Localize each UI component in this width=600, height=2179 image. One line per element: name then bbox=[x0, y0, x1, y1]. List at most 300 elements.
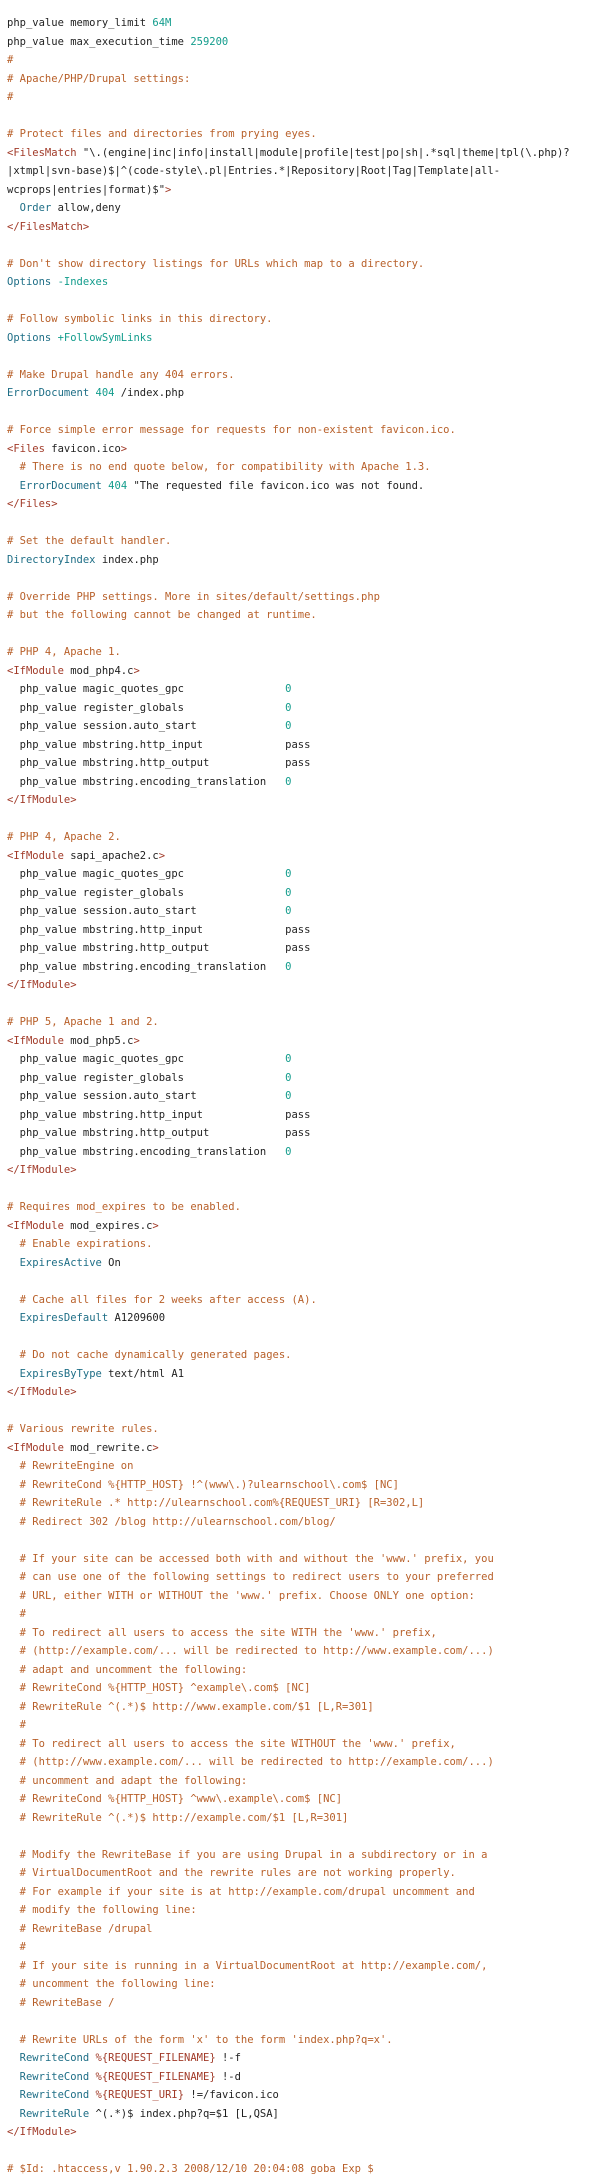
code-comment: # Protect files and directories from prying eyes. bbox=[7, 128, 317, 140]
code-keyword: ErrorDocument bbox=[7, 387, 90, 399]
code-line bbox=[7, 754, 596, 773]
code-line bbox=[7, 1587, 596, 1606]
code-line bbox=[7, 1328, 596, 1347]
code-line bbox=[7, 2012, 596, 2031]
code-comment: # RewriteRule ^(.*)$ http://example.com/$1 [L,R=301] bbox=[19, 1811, 349, 1824]
code-text bbox=[7, 1682, 20, 1694]
code-line bbox=[7, 1716, 596, 1735]
code-keyword: RewriteCond bbox=[19, 2089, 90, 2101]
code-line bbox=[7, 1975, 596, 1994]
code-line bbox=[7, 1642, 596, 1661]
code-text bbox=[7, 1793, 20, 1805]
code-line bbox=[7, 2160, 596, 2179]
code-value: 0 bbox=[285, 1090, 292, 1102]
code-line bbox=[7, 847, 596, 866]
code-comment: # RewriteCond %{HTTP_HOST} !^(www\.)?ulearnschool\.com$ [NC] bbox=[19, 1478, 399, 1491]
code-text bbox=[7, 1368, 20, 1380]
code-tag: > bbox=[165, 183, 172, 196]
code-text: ^(.*)$ index.php?q=$1 [L,QSA] bbox=[89, 2107, 279, 2120]
code-tag: <IfModule bbox=[7, 1219, 64, 1232]
code-line bbox=[7, 329, 596, 348]
code-line bbox=[7, 1365, 596, 1384]
code-keyword: RewriteCond bbox=[19, 2070, 90, 2083]
code-comment: # RewriteBase /drupal bbox=[19, 1922, 153, 1935]
code-line bbox=[7, 902, 596, 921]
code-text bbox=[7, 1867, 20, 1879]
code-text bbox=[7, 1312, 20, 1324]
code-comment: # adapt and uncomment the following: bbox=[19, 1663, 248, 1676]
code-text bbox=[7, 1960, 20, 1972]
code-comment: # $Id: .htaccess,v 1.90.2.3 2008/12/10 20:04:08 goba Exp $ bbox=[7, 2163, 374, 2175]
code-text: php_value mbstring.http_output pass bbox=[7, 1127, 311, 1139]
code-keyword: Options bbox=[7, 331, 52, 344]
code-line bbox=[7, 1938, 596, 1957]
code-text bbox=[7, 1238, 20, 1250]
code-line bbox=[7, 1420, 596, 1439]
code-text bbox=[7, 1756, 20, 1768]
code-comment: # RewriteEngine on bbox=[19, 1460, 134, 1472]
code-line bbox=[7, 218, 596, 237]
code-comment: # Requires mod_expires to be enabled. bbox=[7, 1201, 241, 1213]
code-line bbox=[7, 1309, 596, 1328]
code-text: php_value mbstring.http_input pass bbox=[7, 923, 311, 936]
code-line bbox=[7, 2142, 596, 2161]
code-line bbox=[7, 88, 596, 107]
code-value: +FollowSymLinks bbox=[57, 331, 153, 344]
code-line bbox=[7, 440, 596, 459]
code-value: 259200 bbox=[190, 35, 229, 48]
code-text: |xtmpl|svn-base)$|^(code-style\.pl|Entries.*|Repository|Root|Tag|Template|all- bbox=[7, 165, 501, 177]
code-line bbox=[7, 162, 596, 181]
code-text: !-d bbox=[215, 2070, 241, 2083]
code-text: php_value mbstring.http_input pass bbox=[7, 1108, 311, 1121]
code-comment: # Cache all files for 2 weeks after access (A). bbox=[19, 1293, 317, 1306]
code-line bbox=[7, 1735, 596, 1754]
code-comment: # (http://www.example.com/... will be redirected to http://example.com/...) bbox=[19, 1756, 494, 1768]
code-line bbox=[7, 569, 596, 588]
code-comment: # RewriteBase / bbox=[19, 1996, 115, 2009]
code-line bbox=[7, 1402, 596, 1421]
code-comment: # but the following cannot be changed at runtime. bbox=[7, 609, 317, 621]
code-comment: # RewriteCond %{HTTP_HOST} ^www\.example\.com$ [NC] bbox=[19, 1793, 343, 1805]
code-comment: # If your site is running in a VirtualDocumentRoot at http://example.com/, bbox=[19, 1959, 488, 1972]
code-comment: # modify the following line: bbox=[19, 1904, 197, 1916]
code-comment: # VirtualDocumentRoot and the rewrite rules are not working properly. bbox=[19, 1867, 456, 1879]
code-text: php_value magic_quotes_gpc bbox=[7, 868, 286, 880]
code-text: php_value mbstring.encoding_translation bbox=[7, 775, 286, 788]
code-text bbox=[7, 1608, 20, 1620]
code-tag: <IfModule bbox=[7, 664, 64, 677]
code-line bbox=[7, 1957, 596, 1976]
code-line bbox=[7, 884, 596, 903]
code-tag: <IfModule bbox=[7, 1441, 64, 1454]
code-tag: > bbox=[152, 1219, 159, 1232]
code-comment: # Force simple error message for requests for non-existent favicon.ico. bbox=[7, 424, 456, 436]
code-text: php_value mbstring.http_output pass bbox=[7, 757, 311, 769]
code-line bbox=[7, 1661, 596, 1680]
code-line bbox=[7, 1698, 596, 1717]
code-line bbox=[7, 699, 596, 718]
code-line bbox=[7, 255, 596, 274]
code-text bbox=[7, 1775, 20, 1787]
code-text bbox=[7, 1849, 20, 1861]
code-line bbox=[7, 421, 596, 440]
code-text: On bbox=[101, 1256, 121, 1269]
code-text bbox=[7, 1349, 20, 1361]
code-line bbox=[7, 1920, 596, 1939]
code-tag: </FilesMatch> bbox=[7, 220, 90, 233]
code-text bbox=[7, 1886, 20, 1898]
code-text: php_value max_execution_time bbox=[7, 35, 191, 48]
code-line bbox=[7, 495, 596, 514]
code-line bbox=[7, 662, 596, 681]
code-text bbox=[7, 1257, 20, 1269]
code-comment: # There is no end quote below, for compatibility with Apache 1.3. bbox=[19, 461, 431, 473]
code-comment: # bbox=[19, 1608, 26, 1620]
code-value: 0 bbox=[285, 886, 292, 899]
code-text bbox=[7, 1738, 20, 1750]
code-text bbox=[7, 1553, 20, 1565]
code-text: php_value session.auto_start bbox=[7, 1090, 286, 1102]
code-line bbox=[7, 1161, 596, 1180]
code-text bbox=[7, 1978, 20, 1990]
code-text: php_value mbstring.http_input pass bbox=[7, 738, 311, 751]
code-text: mod_rewrite.c bbox=[63, 1441, 153, 1454]
code-text: !-f bbox=[215, 2052, 241, 2064]
htaccess-code-listing bbox=[7, 14, 596, 2179]
code-tag: > bbox=[152, 1441, 159, 1454]
code-line bbox=[7, 2105, 596, 2124]
code-keyword: Order bbox=[19, 202, 52, 214]
code-line bbox=[7, 2049, 596, 2068]
code-comment: # If your site can be accessed both with and without the 'www.' prefix, you bbox=[19, 1552, 494, 1565]
code-keyword: ExpiresActive bbox=[19, 1256, 102, 1269]
code-line bbox=[7, 1901, 596, 1920]
code-comment: # Apache/PHP/Drupal settings: bbox=[7, 72, 191, 85]
code-text bbox=[7, 1997, 20, 2009]
code-comment: # uncomment and adapt the following: bbox=[19, 1774, 248, 1787]
code-text: mod_php5.c bbox=[63, 1034, 134, 1047]
code-tag: </IfModule> bbox=[7, 979, 77, 991]
code-line bbox=[7, 1180, 596, 1199]
code-text: favicon.ico bbox=[44, 442, 121, 455]
code-text: php_value register_globals bbox=[7, 886, 286, 899]
code-keyword: Options bbox=[7, 276, 52, 288]
code-tag: </Files> bbox=[7, 498, 58, 510]
code-text: php_value mbstring.encoding_translation bbox=[7, 1145, 286, 1158]
code-line bbox=[7, 1772, 596, 1791]
code-line bbox=[7, 1883, 596, 1902]
code-text bbox=[7, 480, 20, 492]
code-line bbox=[7, 1291, 596, 1310]
code-text bbox=[7, 2052, 20, 2064]
code-text: mod_php4.c bbox=[63, 664, 134, 677]
code-comment: # PHP 5, Apache 1 and 2. bbox=[7, 1016, 159, 1028]
code-line bbox=[7, 551, 596, 570]
code-tag: </IfModule> bbox=[7, 794, 77, 806]
code-value: 0 bbox=[285, 1071, 292, 1084]
code-value: 0 bbox=[285, 960, 292, 973]
code-line bbox=[7, 273, 596, 292]
code-comment: # Rewrite URLs of the form 'x' to the form 'index.php?q=x'. bbox=[19, 2033, 393, 2046]
code-line bbox=[7, 1809, 596, 1828]
code-comment: # Do not cache dynamically generated pages. bbox=[19, 1349, 292, 1361]
code-line bbox=[7, 144, 596, 163]
code-text bbox=[7, 2089, 20, 2101]
code-line bbox=[7, 1106, 596, 1125]
code-value: 0 bbox=[285, 720, 292, 732]
code-line bbox=[7, 1235, 596, 1254]
code-line bbox=[7, 1457, 596, 1476]
code-line bbox=[7, 958, 596, 977]
code-value: 0 bbox=[285, 905, 292, 917]
code-line bbox=[7, 1272, 596, 1291]
code-tag: %{REQUEST_URI} bbox=[95, 2089, 185, 2101]
code-value: 404 bbox=[95, 387, 115, 399]
code-text: !=/favicon.ico bbox=[184, 2089, 279, 2101]
code-text bbox=[7, 1904, 20, 1916]
code-comment: # RewriteRule ^(.*)$ http://www.example.com/$1 [L,R=301] bbox=[19, 1700, 374, 1713]
code-line bbox=[7, 2086, 596, 2105]
code-line bbox=[7, 199, 596, 218]
code-comment: # Set the default handler. bbox=[7, 535, 172, 547]
code-text bbox=[7, 1664, 20, 1676]
code-line bbox=[7, 1254, 596, 1273]
code-line bbox=[7, 1624, 596, 1643]
code-line bbox=[7, 1013, 596, 1032]
code-text: php_value mbstring.encoding_translation bbox=[7, 960, 286, 973]
code-text: php_value register_globals bbox=[7, 701, 286, 714]
code-tag: > bbox=[158, 849, 166, 862]
code-line bbox=[7, 1476, 596, 1495]
code-line bbox=[7, 33, 596, 52]
code-comment: # bbox=[19, 1941, 26, 1953]
code-comment: # bbox=[7, 54, 14, 66]
code-text: php_value register_globals bbox=[7, 1071, 286, 1084]
code-line bbox=[7, 181, 596, 200]
code-comment: # To redirect all users to access the site WITH the 'www.' prefix, bbox=[19, 1626, 437, 1639]
code-value: 0 bbox=[285, 683, 292, 695]
code-line bbox=[7, 810, 596, 829]
code-text bbox=[7, 1460, 20, 1472]
code-tag: <IfModule bbox=[7, 849, 64, 862]
code-text bbox=[7, 1294, 20, 1306]
code-line bbox=[7, 773, 596, 792]
code-text: php_value memory_limit bbox=[7, 17, 153, 29]
code-line bbox=[7, 236, 596, 255]
code-comment: # PHP 4, Apache 1. bbox=[7, 646, 121, 658]
code-line bbox=[7, 403, 596, 422]
code-text: A1209600 bbox=[108, 1312, 166, 1324]
code-comment: # RewriteRule .* http://ulearnschool.com%{REQUEST_URI} [R=302,L] bbox=[19, 1497, 425, 1509]
code-comment: # Follow symbolic links in this directory. bbox=[7, 313, 273, 325]
code-line bbox=[7, 292, 596, 311]
code-text bbox=[7, 461, 20, 473]
code-text bbox=[7, 2034, 20, 2046]
code-tag: > bbox=[133, 664, 140, 677]
code-comment: # Don't show directory listings for URLs which map to a directory. bbox=[7, 257, 425, 270]
code-line bbox=[7, 125, 596, 144]
code-line bbox=[7, 2123, 596, 2142]
code-value: 0 bbox=[285, 775, 292, 788]
code-tag: %{REQUEST_FILENAME} bbox=[95, 2070, 216, 2083]
code-value: 0 bbox=[285, 1053, 292, 1065]
code-line bbox=[7, 310, 596, 329]
code-line bbox=[7, 70, 596, 89]
code-tag: <IfModule bbox=[7, 1034, 64, 1047]
code-line bbox=[7, 1531, 596, 1550]
code-text bbox=[7, 2071, 20, 2083]
code-text bbox=[7, 1479, 20, 1491]
code-line bbox=[7, 1124, 596, 1143]
code-line bbox=[7, 1346, 596, 1365]
code-text: php_value magic_quotes_gpc bbox=[7, 1053, 286, 1065]
code-line bbox=[7, 1568, 596, 1587]
code-line bbox=[7, 1439, 596, 1458]
code-line bbox=[7, 939, 596, 958]
code-comment: # bbox=[19, 1719, 26, 1731]
code-text: php_value session.auto_start bbox=[7, 905, 286, 917]
code-line bbox=[7, 1550, 596, 1569]
code-line bbox=[7, 51, 596, 70]
code-keyword: ExpiresDefault bbox=[19, 1312, 109, 1324]
code-line bbox=[7, 1087, 596, 1106]
code-value: 64M bbox=[152, 17, 172, 29]
code-comment: # (http://example.com/... will be redirected to http://www.example.com/...) bbox=[19, 1645, 494, 1657]
code-tag: </IfModule> bbox=[7, 1386, 77, 1398]
code-text: text/html A1 bbox=[101, 1367, 185, 1380]
code-line bbox=[7, 588, 596, 607]
code-line bbox=[7, 606, 596, 625]
code-text bbox=[7, 1590, 20, 1602]
code-line bbox=[7, 1679, 596, 1698]
code-keyword: RewriteRule bbox=[19, 2107, 90, 2120]
code-line bbox=[7, 477, 596, 496]
code-value: 0 bbox=[285, 868, 292, 880]
code-text: php_value magic_quotes_gpc bbox=[7, 683, 286, 695]
code-text: wcprops|entries|format)$" bbox=[7, 183, 166, 196]
code-comment: # can use one of the following settings to redirect users to your preferred bbox=[19, 1571, 494, 1583]
code-line bbox=[7, 1494, 596, 1513]
code-line bbox=[7, 828, 596, 847]
code-tag: > bbox=[133, 1034, 140, 1047]
code-line bbox=[7, 1790, 596, 1809]
code-line bbox=[7, 1143, 596, 1162]
code-line bbox=[7, 2031, 596, 2050]
code-line bbox=[7, 1069, 596, 1088]
code-tag: </IfModule> bbox=[7, 1164, 77, 1176]
code-line bbox=[7, 625, 596, 644]
code-text bbox=[7, 1627, 20, 1639]
code-line bbox=[7, 643, 596, 662]
code-line bbox=[7, 1032, 596, 1051]
code-keyword: ErrorDocument bbox=[19, 479, 102, 492]
code-line bbox=[7, 1513, 596, 1532]
code-text: mod_expires.c bbox=[63, 1219, 153, 1232]
code-comment: # URL, either WITH or WITHOUT the 'www.' prefix. Choose ONLY one option: bbox=[19, 1589, 475, 1602]
code-comment: # Override PHP settings. More in sites/default/settings.php bbox=[7, 590, 380, 603]
code-line bbox=[7, 680, 596, 699]
code-text bbox=[7, 1923, 20, 1935]
code-line bbox=[7, 366, 596, 385]
code-line bbox=[7, 347, 596, 366]
code-value: 0 bbox=[285, 1145, 292, 1158]
code-text: /index.php bbox=[114, 387, 185, 399]
code-line bbox=[7, 1827, 596, 1846]
code-line bbox=[7, 514, 596, 533]
code-value: 0 bbox=[285, 701, 292, 714]
code-tag: %{REQUEST_FILENAME} bbox=[95, 2052, 216, 2064]
code-tag: <FilesMatch bbox=[7, 146, 77, 159]
code-text bbox=[7, 1571, 20, 1583]
code-text: "\.(engine|inc|info|install|module|profile|test|po|sh|.*sql|theme|tpl(\.php)? bbox=[76, 146, 570, 159]
code-text bbox=[7, 1941, 20, 1953]
code-text bbox=[7, 1812, 20, 1824]
code-keyword: RewriteCond bbox=[19, 2052, 90, 2064]
code-line bbox=[7, 1753, 596, 1772]
code-line bbox=[7, 458, 596, 477]
code-text: allow,deny bbox=[51, 202, 121, 214]
code-line bbox=[7, 1605, 596, 1624]
code-line bbox=[7, 1217, 596, 1236]
code-text bbox=[7, 2108, 20, 2120]
code-line bbox=[7, 791, 596, 810]
code-line bbox=[7, 107, 596, 126]
code-comment: # Enable expirations. bbox=[19, 1238, 153, 1250]
code-text: index.php bbox=[95, 553, 159, 566]
code-line bbox=[7, 1846, 596, 1865]
code-tag: > bbox=[120, 442, 128, 455]
code-comment: # To redirect all users to access the site WITHOUT the 'www.' prefix, bbox=[19, 1737, 456, 1750]
code-line bbox=[7, 1050, 596, 1069]
code-line bbox=[7, 384, 596, 403]
code-line bbox=[7, 921, 596, 940]
code-line bbox=[7, 1198, 596, 1217]
code-line bbox=[7, 717, 596, 736]
code-text: php_value session.auto_start bbox=[7, 720, 286, 732]
code-text bbox=[7, 1719, 20, 1731]
code-comment: # Redirect 302 /blog http://ulearnschool.com/blog/ bbox=[19, 1515, 336, 1528]
code-line bbox=[7, 1383, 596, 1402]
code-line bbox=[7, 736, 596, 755]
code-value: -Indexes bbox=[57, 276, 109, 288]
code-value: 404 bbox=[108, 479, 128, 492]
code-line bbox=[7, 976, 596, 995]
code-text bbox=[7, 1516, 20, 1528]
code-line bbox=[7, 532, 596, 551]
code-text: "The requested file favicon.ico was not found. bbox=[127, 479, 425, 492]
code-tag: </IfModule> bbox=[7, 2126, 77, 2138]
code-text: php_value mbstring.http_output pass bbox=[7, 942, 311, 954]
code-text bbox=[7, 1701, 20, 1713]
code-line bbox=[7, 1994, 596, 2013]
code-comment: # RewriteCond %{HTTP_HOST} ^example\.com$ [NC] bbox=[19, 1682, 311, 1694]
code-comment: # bbox=[7, 91, 14, 103]
code-line bbox=[7, 865, 596, 884]
code-text bbox=[7, 1497, 20, 1509]
code-comment: # uncomment the following line: bbox=[19, 1978, 216, 1990]
code-tag: <Files bbox=[7, 442, 45, 455]
code-line bbox=[7, 1864, 596, 1883]
code-comment: # PHP 4, Apache 2. bbox=[7, 831, 121, 843]
code-comment: # For example if your site is at http://example.com/drupal uncomment and bbox=[19, 1885, 475, 1898]
code-keyword: DirectoryIndex bbox=[7, 553, 96, 566]
code-text: sapi_apache2.c bbox=[63, 849, 159, 862]
code-line bbox=[7, 14, 596, 33]
code-line bbox=[7, 995, 596, 1014]
code-text bbox=[7, 1645, 20, 1657]
code-line bbox=[7, 2068, 596, 2087]
